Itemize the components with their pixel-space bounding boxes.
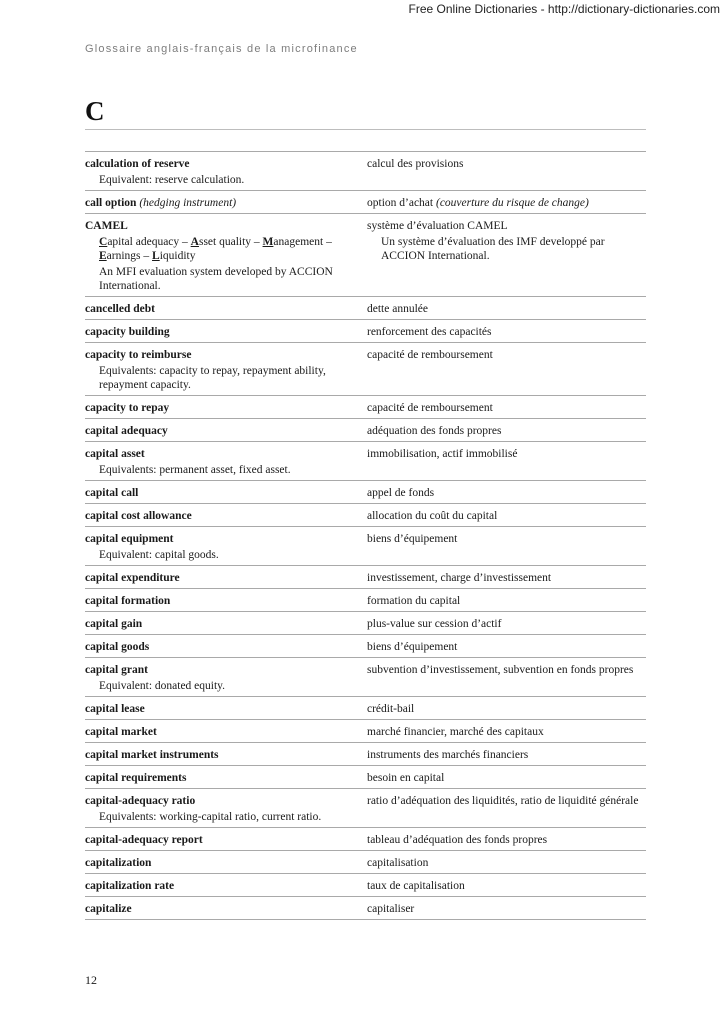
french-cell [367,504,646,526]
glossary-row [85,320,646,343]
english-term: capitalization [85,857,152,869]
french-term: allocation du coût du capital [367,510,498,522]
french-cell [367,697,646,719]
french-term: crédit-bail [367,703,415,715]
english-term: capital gain [85,618,143,630]
french-cell [367,658,646,696]
header-divider [85,129,646,130]
french-term: formation du capital [367,595,461,607]
french-term: immobilisation, actif immobilisé [367,448,518,460]
english-cell [85,874,367,896]
glossary-row [85,481,646,504]
acronym-letter: E [99,250,107,262]
english-cell [85,828,367,850]
english-cell [85,658,367,696]
english-term: capital requirements [85,772,187,784]
glossary-row [85,152,646,191]
french-cell [367,419,646,441]
english-term: capital lease [85,703,145,715]
french-term: ratio d’adéquation des liquidités, ratio de liquidité générale [367,795,639,807]
acronym-word: arnings – [106,250,153,262]
acronym-word: anagement – [273,236,332,248]
english-cell [85,566,367,588]
french-cell [367,320,646,342]
french-term: biens d’équipement [367,641,458,653]
english-term: capital equipment [85,533,174,545]
english-term: capacity to reimburse [85,349,192,361]
french-cell [367,743,646,765]
french-term: renforcement des capacités [367,326,492,338]
english-term: capital market instruments [85,749,219,761]
french-cell [367,720,646,742]
french-qualifier: (couverture du risque de change) [435,197,589,209]
english-term: capital-adequacy report [85,834,203,846]
glossary-row [85,658,646,697]
english-term: capital cost allowance [85,510,192,522]
glossary-row [85,897,646,920]
french-note: Un système d’évaluation des IMF developpé par ACCION International. [381,236,605,262]
english-term: capital market [85,726,157,738]
english-term: CAMEL [85,220,128,232]
english-term: capital goods [85,641,150,653]
english-note: Equivalents: capacity to repay, repayment ability, repayment capacity. [99,365,326,391]
french-cell [367,635,646,657]
french-term: plus-value sur cession d’actif [367,618,502,630]
english-cell [85,191,367,213]
glossary-row [85,297,646,320]
page-number: 12 [85,973,97,987]
english-cell [85,481,367,503]
english-term: capital grant [85,664,148,676]
acronym-word: iquidity [159,250,196,262]
french-cell [367,828,646,850]
french-term: calcul des provisions [367,158,464,170]
french-term: capacité de remboursement [367,349,493,361]
english-term: calculation of reserve [85,158,190,170]
acronym-letter: M [262,236,274,248]
french-cell [367,343,646,395]
french-cell [367,589,646,611]
french-term: appel de fonds [367,487,435,499]
english-note: An MFI evaluation system developed by ACCION International. [99,266,333,292]
french-cell [367,481,646,503]
french-cell [367,396,646,418]
french-term: besoin en capital [367,772,445,784]
english-cell [85,504,367,526]
section-letter: C [85,96,105,126]
french-term: dette annulée [367,303,428,315]
english-cell [85,697,367,719]
french-term: tableau d’adéquation des fonds propres [367,834,548,846]
glossary-row [85,743,646,766]
document-subtitle: Glossaire anglais-français de la microfinance [85,43,358,55]
french-term: adéquation des fonds propres [367,425,502,437]
french-cell [367,191,646,213]
glossary-row [85,566,646,589]
glossary-row [85,214,646,297]
glossary-row [85,766,646,789]
french-term: option d’achat [367,197,434,209]
english-term: capacity to repay [85,402,170,414]
french-cell [367,152,646,190]
glossary-row [85,697,646,720]
english-cell [85,396,367,418]
french-term: biens d’équipement [367,533,458,545]
glossary-row [85,527,646,566]
french-cell [367,766,646,788]
french-cell [367,612,646,634]
acronym-word: apital adequacy – [107,236,191,248]
french-term: capacité de remboursement [367,402,493,414]
english-cell [85,419,367,441]
french-cell [367,442,646,480]
english-term: capital formation [85,595,171,607]
english-cell [85,589,367,611]
english-qualifier: (hedging instrument) [139,197,237,209]
glossary-row [85,635,646,658]
english-term: capital call [85,487,139,499]
english-note: Equivalent: donated equity. [99,680,226,692]
french-cell [367,214,646,296]
english-cell [85,297,367,319]
french-term: capitalisation [367,857,429,869]
glossary-row [85,343,646,396]
french-cell [367,527,646,565]
glossary-row [85,191,646,214]
english-cell [85,442,367,480]
glossary-row [85,851,646,874]
french-cell [367,789,646,827]
glossary-row [85,442,646,481]
glossary-row [85,419,646,442]
glossary-row [85,720,646,743]
english-cell [85,527,367,565]
acronym-letter: L [152,250,160,262]
english-term: capital asset [85,448,145,460]
glossary-row [85,396,646,419]
english-note: Equivalent: reserve calculation. [99,174,245,186]
english-cell [85,612,367,634]
acronym-word: sset quality – [198,236,263,248]
english-cell [85,897,367,919]
english-cell [85,635,367,657]
english-term: capital expenditure [85,572,180,584]
english-term: cancelled debt [85,303,155,315]
english-cell [85,743,367,765]
english-term: capacity building [85,326,170,338]
english-term: capitalization rate [85,880,175,892]
french-term: capitaliser [367,903,415,915]
glossary-row [85,828,646,851]
english-cell [85,214,367,296]
english-cell [85,320,367,342]
french-term: système d’évaluation CAMEL [367,220,508,232]
english-cell [85,152,367,190]
french-cell [367,874,646,896]
english-note: Equivalents: permanent asset, fixed asset. [99,464,291,476]
camel-acronym [85,235,363,263]
glossary-table [85,151,646,920]
french-cell [367,897,646,919]
glossary-row [85,504,646,527]
english-cell [85,851,367,873]
french-term: investissement, charge d’investissement [367,572,552,584]
english-term: capital adequacy [85,425,168,437]
french-term: instruments des marchés financiers [367,749,529,761]
site-banner: Free Online Dictionaries - http://dictionary-dictionaries.com [408,2,720,16]
glossary-row [85,612,646,635]
english-term: capitalize [85,903,132,915]
french-term: taux de capitalisation [367,880,465,892]
glossary-row [85,789,646,828]
french-cell [367,297,646,319]
glossary-row [85,874,646,897]
english-cell [85,720,367,742]
english-term: call option [85,197,137,209]
acronym-letter: C [99,236,108,248]
english-note: Equivalents: working-capital ratio, current ratio. [99,811,322,823]
french-cell [367,851,646,873]
english-note: Equivalent: capital goods. [99,549,219,561]
glossary-row [85,589,646,612]
french-cell [367,566,646,588]
english-term: capital-adequacy ratio [85,795,196,807]
french-term: subvention d’investissement, subvention en fonds propres [367,664,634,676]
french-term: marché financier, marché des capitaux [367,726,544,738]
english-cell [85,766,367,788]
english-cell [85,789,367,827]
acronym-letter: A [190,236,199,248]
english-cell [85,343,367,395]
